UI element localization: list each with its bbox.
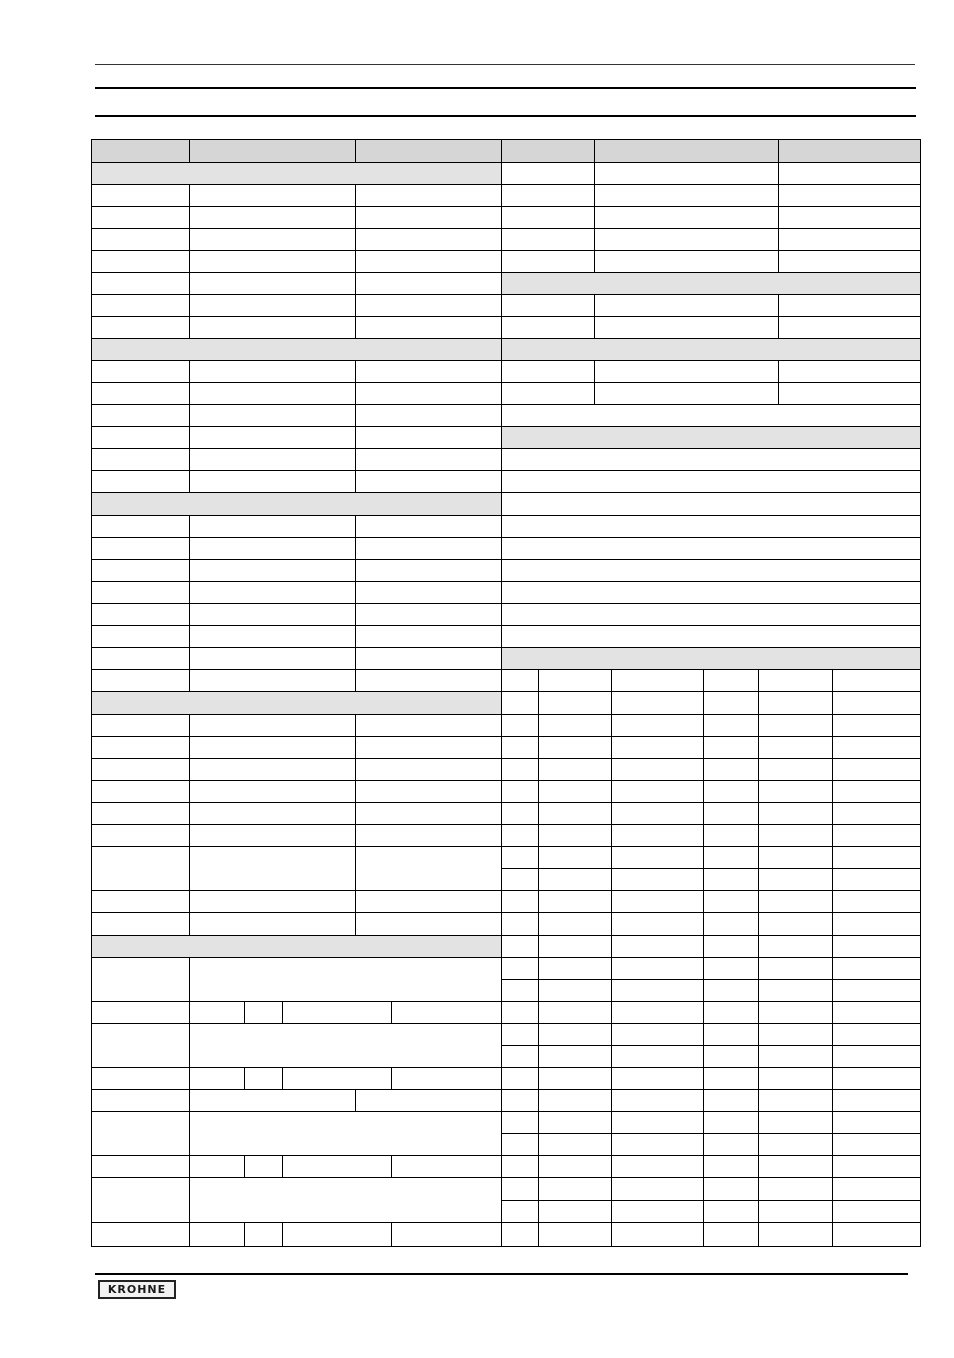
table-cell bbox=[832, 1222, 921, 1247]
table-cell bbox=[758, 780, 833, 803]
table-cell bbox=[501, 492, 921, 516]
table-cell bbox=[538, 1155, 612, 1178]
table-cell bbox=[778, 294, 921, 317]
table-cell bbox=[501, 1155, 539, 1178]
table-cell bbox=[703, 935, 759, 958]
table-cell bbox=[703, 957, 759, 980]
table-cell bbox=[538, 758, 612, 781]
table-cell bbox=[832, 802, 921, 825]
column-header-cell bbox=[594, 139, 779, 163]
table-cell bbox=[703, 1200, 759, 1223]
table-cell bbox=[703, 691, 759, 715]
table-cell bbox=[611, 1133, 704, 1156]
table-cell bbox=[758, 691, 833, 715]
table-cell bbox=[501, 736, 539, 759]
table-cell bbox=[611, 1067, 704, 1090]
table-cell bbox=[703, 1089, 759, 1112]
table-cell bbox=[758, 758, 833, 781]
table-cell bbox=[611, 1111, 704, 1134]
table-cell bbox=[758, 1089, 833, 1112]
table-cell bbox=[501, 912, 539, 936]
table-cell bbox=[538, 1067, 612, 1090]
table-cell bbox=[501, 669, 539, 692]
table-cell bbox=[538, 736, 612, 759]
table-cell bbox=[832, 1045, 921, 1068]
table-cell bbox=[758, 912, 833, 936]
table-cell bbox=[611, 669, 704, 692]
table-cell bbox=[594, 184, 779, 207]
table-cell bbox=[703, 758, 759, 781]
table-cell bbox=[594, 294, 779, 317]
table-cell bbox=[594, 316, 779, 339]
table-cell bbox=[538, 890, 612, 913]
table-cell bbox=[611, 1023, 704, 1046]
table-cell bbox=[538, 846, 612, 869]
table-cell bbox=[778, 250, 921, 273]
table-cell bbox=[703, 780, 759, 803]
table-cell bbox=[501, 1200, 539, 1223]
table-cell bbox=[703, 868, 759, 891]
table-cell bbox=[501, 780, 539, 803]
table-cell bbox=[501, 1045, 539, 1068]
table-cell bbox=[501, 868, 539, 891]
table-cell bbox=[832, 957, 921, 980]
table-cell bbox=[501, 1067, 539, 1090]
table-cell bbox=[703, 1023, 759, 1046]
table-cell bbox=[703, 802, 759, 825]
table-cell bbox=[594, 206, 779, 229]
table-cell bbox=[501, 1133, 539, 1156]
table-cell bbox=[832, 758, 921, 781]
table-cell bbox=[832, 1001, 921, 1024]
table-cell bbox=[594, 382, 779, 405]
table-cell bbox=[832, 780, 921, 803]
table-cell bbox=[832, 1023, 921, 1046]
table-cell bbox=[538, 1001, 612, 1024]
table-cell bbox=[758, 1177, 833, 1201]
table-cell bbox=[703, 912, 759, 936]
table-cell bbox=[501, 559, 921, 582]
table-cell bbox=[501, 1001, 539, 1024]
table-cell bbox=[611, 736, 704, 759]
table-cell bbox=[758, 714, 833, 737]
table-cell bbox=[501, 1177, 539, 1201]
table-cell bbox=[703, 824, 759, 847]
table-cell bbox=[703, 1111, 759, 1134]
table-cell bbox=[758, 890, 833, 913]
table-cell bbox=[703, 736, 759, 759]
table-cell bbox=[501, 382, 595, 405]
table-cell bbox=[538, 935, 612, 958]
table-cell bbox=[703, 1155, 759, 1178]
table-cell bbox=[594, 250, 779, 273]
table-cell bbox=[501, 957, 539, 980]
table-cell bbox=[501, 184, 595, 207]
table-cell bbox=[703, 714, 759, 737]
table-cell bbox=[758, 1200, 833, 1223]
table-cell bbox=[778, 228, 921, 251]
krohne-logo: KROHNE bbox=[98, 1280, 176, 1299]
table-cell bbox=[538, 802, 612, 825]
table-cell bbox=[758, 979, 833, 1002]
table-cell bbox=[832, 846, 921, 869]
table-cell bbox=[758, 1133, 833, 1156]
column-header-cell bbox=[778, 139, 921, 163]
table-cell bbox=[758, 1222, 833, 1247]
table-cell bbox=[611, 1089, 704, 1112]
table-cell bbox=[778, 184, 921, 207]
table-cell bbox=[538, 824, 612, 847]
table-cell bbox=[611, 1155, 704, 1178]
table-cell bbox=[832, 1067, 921, 1090]
table-cell bbox=[501, 979, 539, 1002]
table-cell bbox=[832, 912, 921, 936]
table-cell bbox=[832, 868, 921, 891]
table-cell bbox=[538, 957, 612, 980]
table-cell bbox=[611, 846, 704, 869]
table-cell bbox=[611, 780, 704, 803]
table-cell bbox=[611, 691, 704, 715]
table-cell bbox=[832, 1177, 921, 1201]
table-cell bbox=[501, 824, 539, 847]
table-cell bbox=[703, 1133, 759, 1156]
table-cell bbox=[778, 206, 921, 229]
table-cell bbox=[538, 1045, 612, 1068]
table-cell bbox=[832, 1200, 921, 1223]
table-cell bbox=[832, 1089, 921, 1112]
table-cell bbox=[538, 1111, 612, 1134]
table-cell bbox=[501, 294, 595, 317]
table-cell bbox=[501, 1089, 539, 1112]
table-cell bbox=[538, 1177, 612, 1201]
table-cell bbox=[611, 1045, 704, 1068]
table-cell bbox=[758, 868, 833, 891]
table-cell bbox=[538, 1200, 612, 1223]
table-cell bbox=[501, 1023, 539, 1046]
table-cell bbox=[758, 824, 833, 847]
table-cell bbox=[778, 382, 921, 405]
table-cell bbox=[832, 691, 921, 715]
table-cell bbox=[758, 669, 833, 692]
table-cell bbox=[703, 1177, 759, 1201]
table-cell bbox=[501, 890, 539, 913]
table-cell bbox=[501, 404, 921, 427]
table-cell bbox=[758, 1067, 833, 1090]
table-cell bbox=[611, 758, 704, 781]
table-cell bbox=[758, 957, 833, 980]
table-cell bbox=[501, 802, 539, 825]
table-cell bbox=[758, 1023, 833, 1046]
table-cell bbox=[538, 979, 612, 1002]
table-cell bbox=[501, 846, 539, 869]
table-cell bbox=[538, 912, 612, 936]
table-cell bbox=[501, 1222, 539, 1247]
section-header-cell bbox=[501, 647, 921, 670]
table-cell bbox=[758, 846, 833, 869]
table-cell bbox=[832, 979, 921, 1002]
table-cell bbox=[611, 912, 704, 936]
table-cell bbox=[501, 935, 539, 958]
table-cell bbox=[501, 515, 921, 538]
table-cell bbox=[703, 1001, 759, 1024]
table-cell bbox=[758, 736, 833, 759]
table-cell bbox=[611, 868, 704, 891]
table-cell bbox=[501, 581, 921, 604]
table-cell bbox=[594, 162, 779, 185]
table-cell bbox=[832, 1111, 921, 1134]
table-cell bbox=[611, 1200, 704, 1223]
table-cell bbox=[832, 935, 921, 958]
table-cell bbox=[501, 603, 921, 626]
table-cell bbox=[758, 1111, 833, 1134]
table-cell bbox=[538, 780, 612, 803]
table-cell bbox=[501, 537, 921, 560]
table-cell bbox=[538, 714, 612, 737]
section-header-cell bbox=[501, 338, 921, 361]
table-cell bbox=[778, 360, 921, 383]
table-cell bbox=[501, 470, 921, 493]
footer-rule bbox=[95, 1273, 908, 1275]
table-cell bbox=[538, 868, 612, 891]
table-cell bbox=[758, 1155, 833, 1178]
table-cell bbox=[832, 1155, 921, 1178]
table-cell bbox=[832, 824, 921, 847]
table-cell bbox=[832, 736, 921, 759]
table-cell bbox=[611, 979, 704, 1002]
table-cell bbox=[758, 802, 833, 825]
table-cell bbox=[538, 669, 612, 692]
table-cell bbox=[501, 162, 595, 185]
table-cell bbox=[501, 360, 595, 383]
table-cell bbox=[611, 1001, 704, 1024]
table-cell bbox=[611, 714, 704, 737]
table-cell bbox=[758, 1045, 833, 1068]
table-cell bbox=[611, 802, 704, 825]
column-header-cell bbox=[501, 139, 595, 163]
table-cell bbox=[501, 691, 539, 715]
table-cell bbox=[832, 714, 921, 737]
table-cell bbox=[778, 316, 921, 339]
table-cell bbox=[538, 1133, 612, 1156]
table-cell bbox=[611, 890, 704, 913]
table-cell bbox=[501, 206, 595, 229]
table-cell bbox=[832, 669, 921, 692]
table-cell bbox=[611, 824, 704, 847]
table-cell bbox=[703, 890, 759, 913]
table-cell bbox=[832, 890, 921, 913]
table-cell bbox=[501, 714, 539, 737]
table-cell bbox=[703, 1067, 759, 1090]
table-cell bbox=[611, 957, 704, 980]
table-cell bbox=[594, 228, 779, 251]
table-cell bbox=[758, 1001, 833, 1024]
table-cell bbox=[501, 250, 595, 273]
table-cell bbox=[832, 1133, 921, 1156]
table-cell bbox=[501, 758, 539, 781]
table-cell bbox=[538, 1089, 612, 1112]
table-cell bbox=[703, 1045, 759, 1068]
table-cell bbox=[501, 316, 595, 339]
table-cell bbox=[703, 1222, 759, 1247]
table-cell bbox=[703, 979, 759, 1002]
section-header-cell bbox=[501, 272, 921, 295]
table-cell bbox=[778, 162, 921, 185]
section-header-cell bbox=[501, 426, 921, 449]
table-cell bbox=[501, 228, 595, 251]
table-cell bbox=[594, 360, 779, 383]
table-cell bbox=[611, 935, 704, 958]
table-cell bbox=[758, 935, 833, 958]
table-cell bbox=[501, 625, 921, 648]
table-cell bbox=[611, 1222, 704, 1247]
table-cell bbox=[501, 1111, 539, 1134]
table-cell bbox=[538, 1023, 612, 1046]
table-cell bbox=[611, 1177, 704, 1201]
table-cell bbox=[703, 669, 759, 692]
table-cell bbox=[703, 846, 759, 869]
table-cell bbox=[501, 448, 921, 471]
table-cell bbox=[538, 691, 612, 715]
table-cell bbox=[538, 1222, 612, 1247]
